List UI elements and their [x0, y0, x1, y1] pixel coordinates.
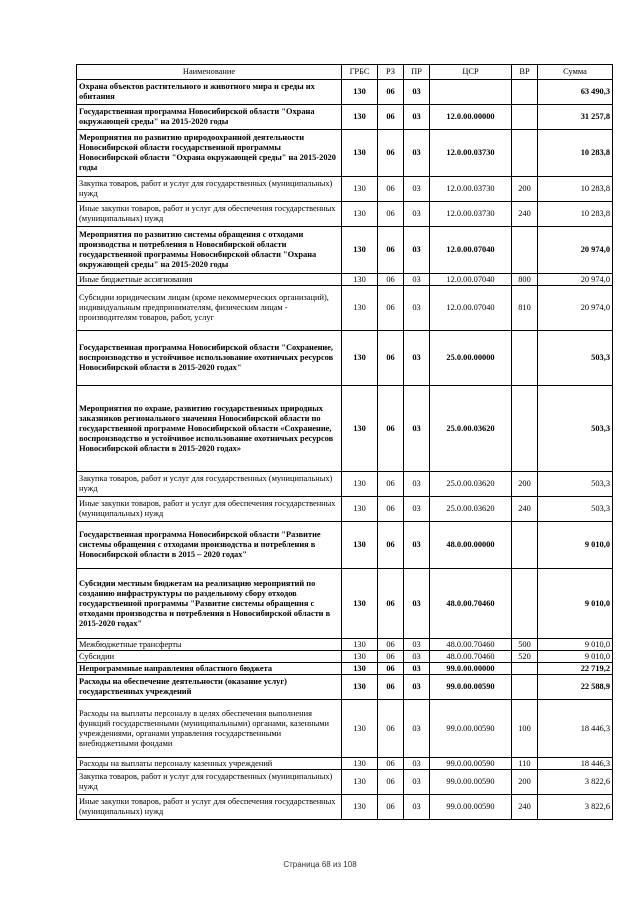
cell-name: Мероприятия по развитию природоохранной деятельности Новосибирской области государственной программы Новосибирской области "Охрана окружающей среды" на 2015-2020 годы: [77, 130, 342, 177]
cell-rz: 06: [378, 202, 404, 227]
cell-csr: 48.0.00.70460: [430, 639, 512, 651]
cell-vr: [512, 663, 538, 675]
cell-sum: 10 283,8: [538, 177, 613, 202]
cell-rz: 06: [378, 472, 404, 497]
cell-rz: 06: [378, 795, 404, 820]
cell-vr: [512, 675, 538, 700]
cell-grbs: 130: [342, 331, 378, 386]
cell-vr: 240: [512, 795, 538, 820]
cell-csr: 99.0.00.00590: [430, 770, 512, 795]
table-row: [77, 130, 613, 177]
cell-csr: 12.0.00.03730: [430, 177, 512, 202]
table-row: [77, 700, 613, 758]
cell-csr: 12.0.00.03730: [430, 202, 512, 227]
cell-sum: 9 010,0: [538, 569, 613, 639]
cell-grbs: 130: [342, 700, 378, 758]
cell-rz: 06: [378, 770, 404, 795]
cell-grbs: 130: [342, 105, 378, 130]
cell-pr: 03: [404, 651, 430, 663]
cell-grbs: 130: [342, 675, 378, 700]
cell-csr: 48.0.00.70460: [430, 569, 512, 639]
cell-sum: 9 010,0: [538, 651, 613, 663]
header-name: Наименование: [77, 65, 342, 80]
cell-rz: 06: [378, 286, 404, 331]
cell-name: Расходы на обеспечение деятельности (оказание услуг) государственных учреждений: [77, 675, 342, 700]
cell-sum: 18 446,3: [538, 758, 613, 770]
cell-pr: 03: [404, 202, 430, 227]
cell-pr: 03: [404, 700, 430, 758]
cell-rz: 06: [378, 497, 404, 522]
cell-name: Межбюджетные трансферты: [77, 639, 342, 651]
cell-rz: 06: [378, 651, 404, 663]
cell-grbs: 130: [342, 386, 378, 472]
cell-grbs: 130: [342, 286, 378, 331]
cell-pr: 03: [404, 177, 430, 202]
table-row: [77, 651, 613, 663]
table-row: [77, 331, 613, 386]
cell-grbs: 130: [342, 202, 378, 227]
cell-pr: 03: [404, 663, 430, 675]
cell-rz: 06: [378, 105, 404, 130]
cell-vr: [512, 130, 538, 177]
cell-vr: 200: [512, 770, 538, 795]
table-row: [77, 522, 613, 569]
cell-csr: 12.0.00.07040: [430, 274, 512, 286]
table-row: [77, 105, 613, 130]
cell-grbs: 130: [342, 770, 378, 795]
header-grbs: ГРБС: [342, 65, 378, 80]
cell-csr: 12.0.00.00000: [430, 105, 512, 130]
cell-pr: 03: [404, 569, 430, 639]
cell-grbs: 130: [342, 758, 378, 770]
cell-pr: 03: [404, 675, 430, 700]
document-page: [76, 64, 612, 820]
cell-csr: [430, 80, 512, 105]
cell-pr: 03: [404, 274, 430, 286]
cell-name: Субсидии юридическим лицам (кроме некоммерческих организаций), индивидуальным предпринимателям, физическим лицам - производителям товаров, работ, услуг: [77, 286, 342, 331]
table-row: [77, 569, 613, 639]
cell-name: Иные закупки товаров, работ и услуг для обеспечения государственных (муниципальных) нужд: [77, 202, 342, 227]
cell-rz: 06: [378, 639, 404, 651]
cell-csr: 48.0.00.70460: [430, 651, 512, 663]
cell-rz: 06: [378, 227, 404, 274]
table-row: [77, 795, 613, 820]
cell-name: Охрана объектов растительного и животного мира и среды их обитания: [77, 80, 342, 105]
cell-sum: 20 974,0: [538, 227, 613, 274]
cell-pr: 03: [404, 472, 430, 497]
table-row: [77, 80, 613, 105]
cell-rz: 06: [378, 130, 404, 177]
cell-csr: 25.0.00.00000: [430, 331, 512, 386]
cell-csr: 99.0.00.00000: [430, 663, 512, 675]
cell-name: Иные закупки товаров, работ и услуг для обеспечения государственных (муниципальных) нужд: [77, 795, 342, 820]
cell-grbs: 130: [342, 177, 378, 202]
header-vr: ВР: [512, 65, 538, 80]
cell-vr: 240: [512, 497, 538, 522]
cell-csr: 48.0.00.00000: [430, 522, 512, 569]
cell-vr: 500: [512, 639, 538, 651]
cell-vr: [512, 331, 538, 386]
cell-sum: 18 446,3: [538, 700, 613, 758]
cell-name: Мероприятия по развитию системы обращения с отходами производства и потребления в Новосибирской области государственной программы Новосибирской области "Охрана окружающей среды" на 2015-2020 годы: [77, 227, 342, 274]
cell-grbs: 130: [342, 274, 378, 286]
cell-vr: 520: [512, 651, 538, 663]
cell-name: Расходы на выплаты персоналу казенных учреждений: [77, 758, 342, 770]
cell-pr: 03: [404, 331, 430, 386]
cell-sum: 20 974,0: [538, 286, 613, 331]
cell-vr: 240: [512, 202, 538, 227]
cell-rz: 06: [378, 386, 404, 472]
cell-rz: 06: [378, 177, 404, 202]
cell-grbs: 130: [342, 497, 378, 522]
cell-vr: 110: [512, 758, 538, 770]
table-row: [77, 758, 613, 770]
cell-sum: 22 588,9: [538, 675, 613, 700]
cell-sum: 20 974,0: [538, 274, 613, 286]
table-row: [77, 639, 613, 651]
cell-vr: 810: [512, 286, 538, 331]
cell-csr: 12.0.00.07040: [430, 227, 512, 274]
cell-vr: [512, 386, 538, 472]
cell-grbs: 130: [342, 522, 378, 569]
cell-csr: 25.0.00.03620: [430, 386, 512, 472]
cell-sum: 3 822,6: [538, 795, 613, 820]
cell-csr: 99.0.00.00590: [430, 758, 512, 770]
header-rz: РЗ: [378, 65, 404, 80]
cell-sum: 31 257,8: [538, 105, 613, 130]
header-sum: Сумма: [538, 65, 613, 80]
cell-grbs: 130: [342, 472, 378, 497]
cell-sum: 3 822,6: [538, 770, 613, 795]
cell-pr: 03: [404, 639, 430, 651]
table-row: [77, 770, 613, 795]
cell-pr: 03: [404, 105, 430, 130]
cell-rz: 06: [378, 80, 404, 105]
cell-name: Иные закупки товаров, работ и услуг для обеспечения государственных (муниципальных) нужд: [77, 497, 342, 522]
cell-name: Субсидии местным бюджетам на реализацию мероприятий по созданию инфраструктуры по раздельному сбору отходов государственной программы "Развитие системы обращения с отходами производства и потребления в Новосибирской области в 2015-2020 годах": [77, 569, 342, 639]
cell-sum: 9 010,0: [538, 639, 613, 651]
cell-vr: [512, 227, 538, 274]
cell-vr: 200: [512, 472, 538, 497]
table-row: [77, 274, 613, 286]
table-row: [77, 286, 613, 331]
cell-grbs: 130: [342, 80, 378, 105]
header-csr: ЦСР: [430, 65, 512, 80]
cell-pr: 03: [404, 522, 430, 569]
cell-csr: 99.0.00.00590: [430, 700, 512, 758]
table-row: [77, 386, 613, 472]
cell-csr: 12.0.00.03730: [430, 130, 512, 177]
cell-pr: 03: [404, 130, 430, 177]
cell-sum: 10 283,8: [538, 130, 613, 177]
cell-name: Расходы на выплаты персоналу в целях обеспечения выполнения функций государственными (муниципальными) органами, казенными учреждениями, органами управления государственными внебюджетными фондами: [77, 700, 342, 758]
cell-name: Государственная программа Новосибирской области "Охрана окружающей среды" на 2015-2020 годы: [77, 105, 342, 130]
cell-pr: 03: [404, 286, 430, 331]
cell-vr: 100: [512, 700, 538, 758]
cell-rz: 06: [378, 331, 404, 386]
table-row: [77, 227, 613, 274]
cell-vr: [512, 569, 538, 639]
header-pr: ПР: [404, 65, 430, 80]
cell-pr: 03: [404, 497, 430, 522]
cell-sum: 503,3: [538, 386, 613, 472]
cell-sum: 503,3: [538, 331, 613, 386]
cell-grbs: 130: [342, 639, 378, 651]
cell-rz: 06: [378, 522, 404, 569]
cell-grbs: 130: [342, 663, 378, 675]
cell-csr: 99.0.00.00590: [430, 675, 512, 700]
cell-pr: 03: [404, 758, 430, 770]
cell-name: Закупка товаров, работ и услуг для государственных (муниципальных) нужд: [77, 770, 342, 795]
cell-sum: 9 010,0: [538, 522, 613, 569]
table-row: [77, 472, 613, 497]
table-row: [77, 497, 613, 522]
cell-rz: 06: [378, 675, 404, 700]
cell-csr: 25.0.00.03620: [430, 497, 512, 522]
cell-csr: 12.0.00.07040: [430, 286, 512, 331]
cell-sum: 503,3: [538, 472, 613, 497]
cell-rz: 06: [378, 663, 404, 675]
table-row: [77, 177, 613, 202]
cell-csr: 99.0.00.00590: [430, 795, 512, 820]
cell-grbs: 130: [342, 795, 378, 820]
cell-rz: 06: [378, 700, 404, 758]
cell-sum: 10 283,8: [538, 202, 613, 227]
cell-name: Непрограммные направления областного бюджета: [77, 663, 342, 675]
cell-pr: 03: [404, 386, 430, 472]
cell-sum: 63 490,3: [538, 80, 613, 105]
cell-name: Государственная программа Новосибирской области "Развитие системы обращения с отходами производства и потребления в Новосибирской области в 2015 – 2020 годах": [77, 522, 342, 569]
cell-name: Субсидии: [77, 651, 342, 663]
cell-grbs: 130: [342, 130, 378, 177]
cell-vr: [512, 80, 538, 105]
cell-pr: 03: [404, 80, 430, 105]
cell-name: Мероприятия по охране, развитию государственных природных заказников регионального значения Новосибирской области по государственной программе Новосибирской области «Сохранение, воспроизводство и устойчивое использование охотничьих ресурсов Новосибирской области в 2015-2020 годах»: [77, 386, 342, 472]
table-row: [77, 202, 613, 227]
table-row: [77, 663, 613, 675]
cell-vr: [512, 522, 538, 569]
cell-vr: 800: [512, 274, 538, 286]
cell-name: Закупка товаров, работ и услуг для государственных (муниципальных) нужд: [77, 177, 342, 202]
cell-sum: 22 719,2: [538, 663, 613, 675]
table-body: [77, 80, 613, 820]
cell-csr: 25.0.00.03620: [430, 472, 512, 497]
table-header-row: [77, 65, 613, 80]
cell-name: Закупка товаров, работ и услуг для государственных (муниципальных) нужд: [77, 472, 342, 497]
cell-pr: 03: [404, 227, 430, 274]
page-number-footer: Страница 68 из 108: [283, 860, 357, 869]
table-row: [77, 675, 613, 700]
cell-vr: 200: [512, 177, 538, 202]
cell-sum: 503,3: [538, 497, 613, 522]
cell-vr: [512, 105, 538, 130]
cell-name: Иные бюджетные ассигнования: [77, 274, 342, 286]
cell-grbs: 130: [342, 569, 378, 639]
cell-name: Государственная программа Новосибирской области "Сохранение, воспроизводство и устойчивое использование охотничьих ресурсов Новосибирской области в 2015-2020 годах": [77, 331, 342, 386]
cell-pr: 03: [404, 795, 430, 820]
cell-grbs: 130: [342, 227, 378, 274]
cell-pr: 03: [404, 770, 430, 795]
cell-grbs: 130: [342, 651, 378, 663]
cell-rz: 06: [378, 758, 404, 770]
cell-rz: 06: [378, 274, 404, 286]
cell-rz: 06: [378, 569, 404, 639]
budget-table: [76, 64, 613, 820]
